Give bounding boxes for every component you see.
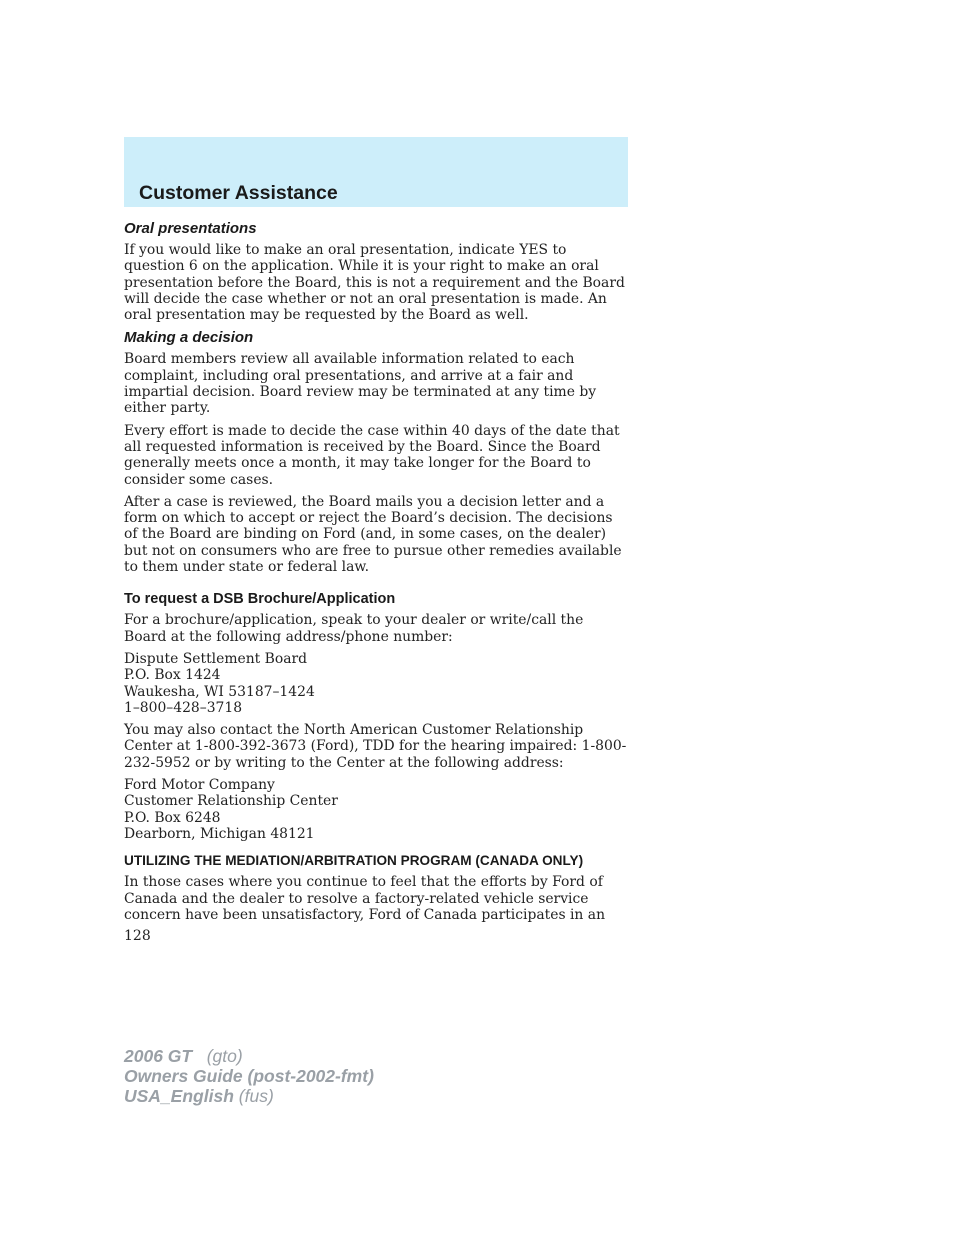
address-line: Customer Relationship Center (124, 793, 338, 810)
heading-request-brochure: To request a DSB Brochure/Application (124, 591, 396, 608)
paragraph-decision-1: Board members review all available information related to each complaint, including oral presentations, and arrive at a fair and impartial decision. Board review may be terminated at any time by either party. (124, 351, 597, 417)
footer-language: USA_English (124, 1086, 234, 1106)
paragraph-decision-2: Every effort is made to decide the case within 40 days of the date that all requested information is received by the Board. Since the Board generally meets once a month, it may take longer for the Board to consider some cases. (124, 422, 620, 488)
footer-model-code: (gto) (206, 1046, 243, 1066)
paragraph-canada-1: In those cases where you continue to feel that the efforts by Ford of Canada and the dealer to resolve a factory-related vehicle service concern have been unsatisfactory, Ford of Canada participates in an (124, 874, 606, 923)
paragraph-oral-presentations: If you would like to make an oral presentation, indicate YES to question 6 on the application. While it is your right to make an oral presentation before the Board, this is not a requirement and the Board will decide the case whether or not an oral presentation is made. An oral presentation may be requested by the Board as well. (124, 242, 625, 324)
document-footer (124, 1046, 374, 1106)
footer-language-code: (fus) (238, 1086, 274, 1106)
address-line: Dearborn, Michigan 48121 (124, 825, 315, 842)
paragraph-request-2: You may also contact the North American Customer Relationship Center at 1-800-392-3673 (Ford), TDD for the hearing impaired: 1-800-232-5952 or by writing to the Center at the following address: (124, 722, 627, 771)
phone-number: 1–800–428–3718 (124, 699, 243, 716)
address-line: Waukesha, WI 53187–1424 (124, 683, 315, 700)
footer-model: 2006 GT (124, 1046, 193, 1066)
address-line: Ford Motor Company (124, 777, 275, 794)
section-title: Customer Assistance (139, 182, 338, 204)
address-ford-center (124, 777, 628, 842)
paragraph-decision-3: After a case is reviewed, the Board mails you a decision letter and a form on which to accept or reject the Board’s decision. The decisions of the Board are binding on Ford (and, in some cases, on the dealer) but not on consumers who are free to pursue other remedies available to them under state or federal law. (124, 493, 622, 576)
heading-making-decision: Making a decision (124, 329, 254, 347)
page-number: 128 (124, 928, 151, 944)
address-line: P.O. Box 1424 (124, 667, 221, 684)
paragraph-request-1: For a brochure/application, speak to your dealer or write/call the Board at the following address/phone number: (124, 612, 584, 645)
heading-canada-program: UTILIZING THE MEDIATION/ARBITRATION PROGRAM (CANADA ONLY) (124, 853, 584, 869)
address-dispute-board (124, 651, 628, 716)
section-banner (124, 137, 628, 207)
address-line: Dispute Settlement Board (124, 650, 308, 667)
page-content (124, 220, 628, 929)
address-line: P.O. Box 6248 (124, 809, 221, 826)
heading-oral-presentations: Oral presentations (124, 220, 257, 237)
footer-guide: Owners Guide (post-2002-fmt) (124, 1066, 374, 1086)
